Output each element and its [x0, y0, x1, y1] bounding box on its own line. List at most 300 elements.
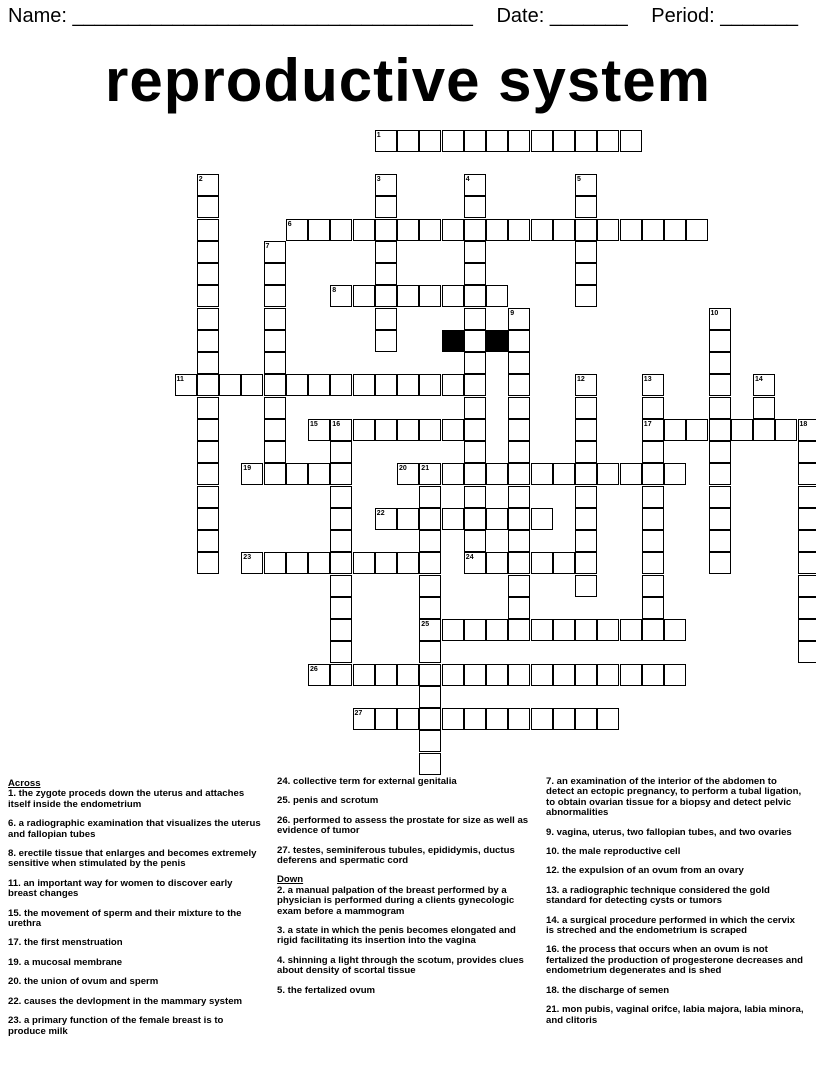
grid-cell[interactable]: [486, 552, 508, 574]
grid-cell[interactable]: [197, 330, 219, 352]
grid-cell[interactable]: [486, 508, 508, 530]
clue-item: 3. a state in which the penis becomes elongated and rigid facilitating its insertion into the vagina: [277, 925, 516, 947]
clue-number-label: 2: [198, 176, 203, 183]
grid-cell[interactable]: [620, 463, 642, 485]
grid-cell[interactable]: [419, 419, 441, 441]
grid-cell[interactable]: [308, 219, 330, 241]
clue-item: 2. a manual palpation of the breast performed by a physician is performed during a clients gynecologic exam before a mammogram: [277, 884, 515, 917]
clue-item: 26. performed to assess the prostate for size as well as evidence of tumor: [277, 814, 529, 837]
grid-cell[interactable]: [798, 552, 816, 574]
grid-cell[interactable]: [464, 330, 486, 352]
grid-cell[interactable]: [508, 708, 530, 730]
grid-cell[interactable]: [464, 285, 486, 307]
grid-cell[interactable]: [375, 263, 397, 285]
grid-cell[interactable]: [464, 263, 486, 285]
grid-cell[interactable]: [264, 352, 286, 374]
clue-number-label: 1: [376, 131, 381, 139]
grid-cell[interactable]: [197, 397, 219, 419]
grid-cell[interactable]: [197, 263, 219, 285]
grid-cell[interactable]: [508, 419, 530, 441]
grid-cell[interactable]: [330, 641, 352, 663]
name-field-label: Name: ____________________________________: [8, 5, 473, 27]
grid-cell[interactable]: [375, 285, 397, 307]
grid-cell[interactable]: [709, 486, 731, 508]
clue-number-label: 19: [243, 465, 252, 473]
down-heading: Down: [277, 874, 304, 886]
grid-cell[interactable]: [419, 753, 441, 775]
clue-item: 16. the process that occurs when an ovum is not fertalized the production of progesterone decreases and endometrium degenerates and is shed: [546, 944, 803, 977]
grid-cell[interactable]: [798, 575, 816, 597]
grid-cell[interactable]: [575, 130, 597, 152]
clue-number-label: 21: [421, 465, 430, 473]
grid-cell[interactable]: [664, 664, 686, 686]
grid-cell[interactable]: [553, 619, 575, 641]
grid-cell[interactable]: [642, 463, 664, 485]
grid-cell[interactable]: [798, 463, 816, 485]
page-title: reproductive system: [105, 47, 711, 114]
grid-cell[interactable]: [197, 196, 219, 218]
grid-cell[interactable]: [508, 530, 530, 552]
grid-cell[interactable]: [664, 619, 686, 641]
grid-cell[interactable]: [486, 619, 508, 641]
grid-cell[interactable]: [375, 708, 397, 730]
grid-cell[interactable]: [575, 664, 597, 686]
grid-cell[interactable]: [531, 708, 553, 730]
grid-cell[interactable]: [397, 419, 419, 441]
clue-number-label: 15: [310, 420, 318, 428]
grid-cell[interactable]: [709, 441, 731, 463]
grid-cell[interactable]: [575, 441, 597, 463]
grid-cell[interactable]: [330, 486, 352, 508]
grid-cell[interactable]: [575, 419, 597, 441]
grid-cell[interactable]: [419, 664, 441, 686]
grid-cell[interactable]: [442, 508, 464, 530]
grid-cell[interactable]: [486, 219, 508, 241]
grid-cell[interactable]: [330, 463, 352, 485]
clue-item: 1. the zygote proceds down the uterus and attaches itself inside the endometrium: [8, 788, 245, 810]
grid-cell[interactable]: [419, 530, 441, 552]
grid-cell[interactable]: [419, 508, 441, 530]
grid-cell[interactable]: [419, 486, 441, 508]
grid-cell[interactable]: [197, 285, 219, 307]
grid-cell[interactable]: [442, 664, 464, 686]
grid-cell[interactable]: [197, 241, 219, 263]
clue-number-label: 11: [176, 376, 184, 384]
grid-cell[interactable]: [508, 575, 530, 597]
grid-cell[interactable]: [508, 130, 530, 152]
grid-cell[interactable]: [419, 374, 441, 396]
grid-cell[interactable]: [464, 241, 486, 263]
blocked-cell: [486, 330, 508, 352]
grid-cell[interactable]: [798, 441, 816, 463]
grid-cell[interactable]: [264, 263, 286, 285]
clue-number-label: 26: [310, 665, 318, 673]
grid-cell[interactable]: [442, 708, 464, 730]
grid-cell[interactable]: [508, 330, 530, 352]
grid-cell[interactable]: [642, 397, 664, 419]
grid-cell[interactable]: [642, 597, 664, 619]
grid-cell[interactable]: [397, 508, 419, 530]
clue-number-label: 25: [421, 621, 430, 628]
grid-cell[interactable]: [575, 708, 597, 730]
grid-cell[interactable]: [508, 508, 530, 530]
grid-cell[interactable]: [308, 374, 330, 396]
grid-cell[interactable]: [464, 508, 486, 530]
down-clue-list: [277, 886, 531, 996]
grid-cell[interactable]: [664, 419, 686, 441]
grid-cell[interactable]: [642, 508, 664, 530]
grid-cell[interactable]: [798, 530, 816, 552]
grid-cell[interactable]: [442, 285, 464, 307]
grid-cell[interactable]: [531, 219, 553, 241]
grid-cell[interactable]: [442, 130, 464, 152]
grid-cell[interactable]: [375, 552, 397, 574]
grid-cell[interactable]: [397, 219, 419, 241]
grid-cell[interactable]: [686, 419, 708, 441]
grid-cell[interactable]: [330, 575, 352, 597]
clue-item: 10. the male reproductive cell: [546, 846, 681, 858]
grid-cell[interactable]: [553, 552, 575, 574]
grid-cell[interactable]: [798, 597, 816, 619]
clue-item: 23. a primary function of the female breast is to produce milk: [8, 1015, 224, 1037]
grid-cell[interactable]: [375, 241, 397, 263]
grid-cell[interactable]: [775, 419, 797, 441]
grid-cell[interactable]: [575, 463, 597, 485]
grid-cell[interactable]: [798, 641, 816, 663]
period-field-label: Period: _______: [651, 5, 799, 27]
grid-cell[interactable]: [531, 552, 553, 574]
grid-cell[interactable]: [664, 219, 686, 241]
grid-cell[interactable]: [553, 664, 575, 686]
grid-cell[interactable]: [330, 441, 352, 463]
date-field-label: Date: _______: [496, 5, 628, 27]
blocked-cell: [442, 330, 464, 352]
grid-cell[interactable]: [197, 374, 219, 396]
grid-cell[interactable]: [419, 597, 441, 619]
grid-cell[interactable]: [553, 219, 575, 241]
grid-cell[interactable]: [709, 508, 731, 530]
grid-cell[interactable]: [419, 641, 441, 663]
grid-cell[interactable]: [508, 486, 530, 508]
grid-cell[interactable]: [330, 619, 352, 641]
grid-cell[interactable]: [486, 130, 508, 152]
clues-column-2: [277, 777, 531, 1005]
grid-cell[interactable]: [197, 441, 219, 463]
grid-cell[interactable]: [264, 441, 286, 463]
grid-cell[interactable]: [464, 374, 486, 396]
grid-cell[interactable]: [709, 330, 731, 352]
grid-cell[interactable]: [553, 708, 575, 730]
grid-cell[interactable]: [575, 508, 597, 530]
grid-cell[interactable]: [397, 285, 419, 307]
grid-cell[interactable]: [486, 708, 508, 730]
clue-number-label: 22: [376, 509, 385, 517]
grid-cell[interactable]: [597, 463, 619, 485]
grid-cell[interactable]: [464, 486, 486, 508]
grid-cell[interactable]: [397, 664, 419, 686]
clue-number-label: 5: [577, 176, 581, 183]
grid-cell[interactable]: [709, 552, 731, 574]
grid-cell[interactable]: [264, 552, 286, 574]
grid-cell[interactable]: [419, 575, 441, 597]
clue-number-label: 10: [710, 309, 719, 317]
grid-cell[interactable]: [330, 552, 352, 574]
clue-item: 5. the fertalized ovum: [277, 984, 376, 996]
down-clue-list-continued: [546, 777, 804, 1026]
grid-cell[interactable]: [575, 575, 597, 597]
grid-cell[interactable]: [197, 486, 219, 508]
grid-cell[interactable]: [709, 530, 731, 552]
clue-item: 15. the movement of sperm and their mixture to the urethra: [8, 907, 242, 930]
grid-cell[interactable]: [264, 397, 286, 419]
clue-number-label: 8: [332, 287, 337, 295]
clue-item: 6. a radiographic examination that visualizes the uterus and fallopian tubes: [8, 818, 261, 840]
grid-cell[interactable]: [642, 575, 664, 597]
clue-item: 17. the first menstruation: [8, 937, 123, 949]
grid-cell[interactable]: [597, 664, 619, 686]
clue-number-label: 4: [465, 176, 470, 183]
grid-cell[interactable]: [464, 196, 486, 218]
grid-cell[interactable]: [442, 619, 464, 641]
grid-cell[interactable]: [419, 708, 441, 730]
grid-cell[interactable]: [197, 219, 219, 241]
grid-cell[interactable]: [397, 130, 419, 152]
grid-cell[interactable]: [464, 308, 486, 330]
clue-number-label: 18: [799, 420, 808, 428]
grid-cell[interactable]: [464, 708, 486, 730]
grid-cell[interactable]: [375, 330, 397, 352]
grid-cell[interactable]: [642, 219, 664, 241]
grid-cell[interactable]: [642, 441, 664, 463]
grid-cell[interactable]: [464, 352, 486, 374]
grid-cell[interactable]: [508, 219, 530, 241]
grid-cell[interactable]: [375, 196, 397, 218]
clue-item: 9. vagina, uterus, two fallopian tubes, and two ovaries: [546, 826, 792, 838]
grid-cell[interactable]: [642, 552, 664, 574]
grid-cell[interactable]: [419, 686, 441, 708]
grid-cell[interactable]: [197, 508, 219, 530]
grid-cell[interactable]: [620, 219, 642, 241]
grid-cell[interactable]: [353, 285, 375, 307]
grid-cell[interactable]: [620, 664, 642, 686]
grid-cell[interactable]: [753, 397, 775, 419]
grid-cell[interactable]: [419, 730, 441, 752]
grid-cell[interactable]: [286, 552, 308, 574]
grid-cell[interactable]: [419, 285, 441, 307]
grid-cell[interactable]: [531, 664, 553, 686]
grid-cell[interactable]: [686, 219, 708, 241]
grid-cell[interactable]: [197, 308, 219, 330]
clue-item: 11. an important way for women to discover early breast changes: [8, 877, 233, 900]
grid-cell[interactable]: [531, 619, 553, 641]
grid-cell[interactable]: [375, 419, 397, 441]
clue-number-label: 16: [332, 420, 341, 428]
grid-cell[interactable]: [442, 463, 464, 485]
grid-cell[interactable]: [709, 374, 731, 396]
grid-cell[interactable]: [508, 441, 530, 463]
grid-cell[interactable]: [330, 530, 352, 552]
grid-cell[interactable]: [798, 619, 816, 641]
grid-cell[interactable]: [442, 419, 464, 441]
grid-cell[interactable]: [486, 285, 508, 307]
clue-item: 19. a mucosal membrane: [8, 956, 123, 968]
grid-cell[interactable]: [375, 374, 397, 396]
grid-cell[interactable]: [575, 219, 597, 241]
grid-cell[interactable]: [241, 374, 263, 396]
grid-cell[interactable]: [575, 285, 597, 307]
clue-number-label: 20: [399, 465, 407, 473]
grid-cell[interactable]: [464, 419, 486, 441]
grid-cell[interactable]: [464, 619, 486, 641]
clue-item: 20. the union of ovum and sperm: [8, 976, 159, 988]
grid-cell[interactable]: [731, 419, 753, 441]
clue-item: 22. causes the devlopment in the mammary system: [8, 995, 243, 1007]
grid-cell[interactable]: [353, 374, 375, 396]
grid-cell[interactable]: [264, 374, 286, 396]
grid-cell[interactable]: [575, 196, 597, 218]
grid-cell[interactable]: [330, 374, 352, 396]
clue-number-label: 24: [465, 554, 474, 562]
grid-cell[interactable]: [375, 219, 397, 241]
grid-cell[interactable]: [508, 552, 530, 574]
grid-cell[interactable]: [397, 708, 419, 730]
grid-cell[interactable]: [375, 308, 397, 330]
grid-cell[interactable]: [308, 552, 330, 574]
grid-cell[interactable]: [486, 463, 508, 485]
grid-cell[interactable]: [508, 664, 530, 686]
grid-cell[interactable]: [353, 552, 375, 574]
grid-cell[interactable]: [442, 219, 464, 241]
grid-cell[interactable]: [531, 130, 553, 152]
grid-cell[interactable]: [531, 508, 553, 530]
grid-cell[interactable]: [353, 219, 375, 241]
grid-cell[interactable]: [575, 619, 597, 641]
grid-cell[interactable]: [620, 619, 642, 641]
clue-item: 12. the expulsion of an ovum from an ovary: [546, 865, 744, 877]
grid-cell[interactable]: [575, 241, 597, 263]
clue-number-label: 3: [376, 176, 381, 183]
grid-cell[interactable]: [397, 374, 419, 396]
grid-cell[interactable]: [330, 664, 352, 686]
grid-cell[interactable]: [753, 419, 775, 441]
clues-column-3: [546, 777, 804, 1035]
grid-cell[interactable]: [508, 597, 530, 619]
clue-number-label: 12: [577, 376, 585, 384]
grid-cell[interactable]: [597, 219, 619, 241]
grid-cell[interactable]: [419, 130, 441, 152]
grid-cell[interactable]: [620, 130, 642, 152]
grid-cell[interactable]: [464, 219, 486, 241]
grid-cell[interactable]: [330, 508, 352, 530]
clue-number-label: 9: [510, 309, 515, 317]
grid-cell[interactable]: [508, 619, 530, 641]
clue-number-label: 17: [643, 420, 652, 428]
grid-cell[interactable]: [419, 219, 441, 241]
grid-cell[interactable]: [197, 419, 219, 441]
grid-cell[interactable]: [464, 664, 486, 686]
grid-cell[interactable]: [197, 552, 219, 574]
grid-cell[interactable]: [798, 508, 816, 530]
grid-cell[interactable]: [709, 419, 731, 441]
grid-cell[interactable]: [219, 374, 241, 396]
grid-cell[interactable]: [264, 308, 286, 330]
grid-cell[interactable]: [798, 486, 816, 508]
grid-cell[interactable]: [419, 552, 441, 574]
grid-cell[interactable]: [197, 352, 219, 374]
clue-item: 7. an examination of the interior of the abdomen to detect an ectopic pregnancy, to perform a tubal ligation, to obtain ovarian tissue for a biopsy and detect pelvic abnormalities: [546, 776, 802, 819]
clue-item: 21. mon pubis, vaginal orifce, labia majora, labia minora, and clitoris: [546, 1004, 804, 1026]
grid-cell[interactable]: [597, 619, 619, 641]
clue-item: 24. collective term for external genitalia: [277, 776, 457, 787]
clue-item: 4. shinning a light through the scotum, provides clues about density of scortal tissue: [277, 954, 524, 977]
grid-cell[interactable]: [264, 330, 286, 352]
grid-cell[interactable]: [353, 419, 375, 441]
grid-cell[interactable]: [197, 463, 219, 485]
grid-cell[interactable]: [575, 486, 597, 508]
grid-cell[interactable]: [464, 130, 486, 152]
grid-cell[interactable]: [597, 130, 619, 152]
grid-cell[interactable]: [575, 552, 597, 574]
grid-cell[interactable]: [508, 463, 530, 485]
grid-cell[interactable]: [330, 219, 352, 241]
grid-cell[interactable]: [642, 619, 664, 641]
clue-item: 14. a surgical procedure performed in which the cervix is streched and the endometrium is scraped: [546, 914, 795, 937]
grid-cell[interactable]: [642, 664, 664, 686]
grid-cell[interactable]: [197, 530, 219, 552]
grid-cell[interactable]: [464, 463, 486, 485]
grid-cell[interactable]: [553, 130, 575, 152]
grid-cell[interactable]: [709, 397, 731, 419]
grid-cell[interactable]: [575, 530, 597, 552]
clue-item: 13. a radiographic technique considered the gold standard for detecting cysts or tumors: [546, 884, 770, 907]
grid-cell[interactable]: [508, 352, 530, 374]
clue-number-label: 7: [265, 242, 270, 250]
clue-number-label: 14: [755, 376, 763, 384]
clue-item: 27. testes, seminiferous tubules, epididymis, ductus deferens and spermatic cord: [277, 844, 515, 867]
grid-cell[interactable]: [575, 397, 597, 419]
across-clue-list-continued: [277, 777, 531, 866]
grid-cell[interactable]: [508, 374, 530, 396]
grid-cell[interactable]: [575, 263, 597, 285]
grid-cell[interactable]: [308, 463, 330, 485]
grid-cell[interactable]: [397, 552, 419, 574]
grid-cell[interactable]: [353, 664, 375, 686]
grid-cell[interactable]: [553, 463, 575, 485]
clue-item: 8. erectile tissue that enlarges and becomes extremely sensitive when stimulated by the penis: [8, 848, 257, 870]
grid-cell[interactable]: [464, 530, 486, 552]
grid-cell[interactable]: [330, 597, 352, 619]
grid-cell[interactable]: [375, 664, 397, 686]
grid-cell[interactable]: [464, 397, 486, 419]
grid-cell[interactable]: [709, 463, 731, 485]
grid-cell[interactable]: [264, 419, 286, 441]
grid-cell[interactable]: [464, 441, 486, 463]
grid-cell[interactable]: [264, 463, 286, 485]
grid-cell[interactable]: [597, 708, 619, 730]
grid-cell[interactable]: [664, 463, 686, 485]
clues-column-1: [8, 777, 262, 1046]
grid-cell[interactable]: [264, 285, 286, 307]
grid-cell[interactable]: [531, 463, 553, 485]
grid-cell[interactable]: [642, 486, 664, 508]
grid-cell[interactable]: [486, 664, 508, 686]
grid-cell[interactable]: [442, 374, 464, 396]
grid-cell[interactable]: [508, 397, 530, 419]
grid-cell[interactable]: [286, 374, 308, 396]
grid-cell[interactable]: [709, 352, 731, 374]
grid-cell[interactable]: [286, 463, 308, 485]
grid-cell[interactable]: [642, 530, 664, 552]
